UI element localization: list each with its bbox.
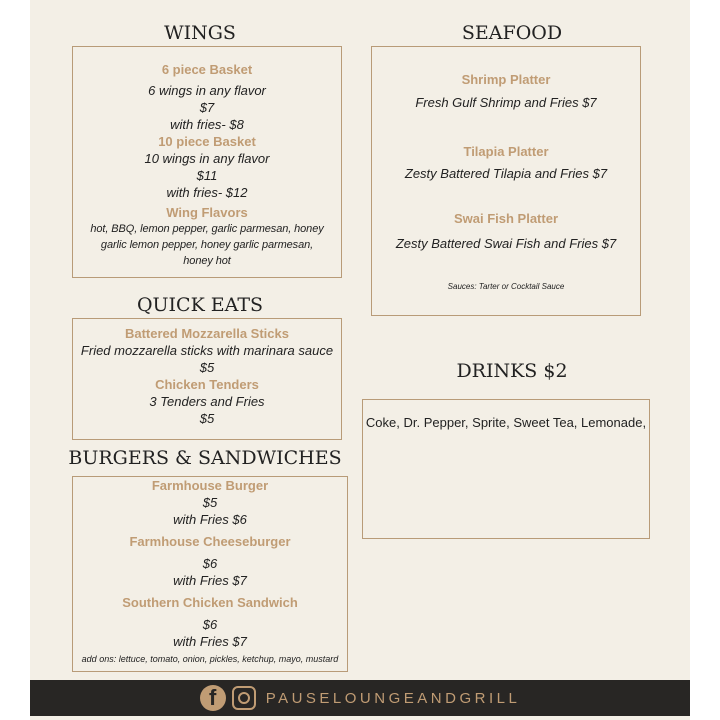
item-line: $11 — [196, 168, 218, 183]
add-ons-note: add ons: lettuce, tomato, onion, pickles, ketchup, mayo, mustard — [81, 654, 339, 664]
item-line: Fried mozzarella sticks with marinara sauce — [80, 343, 334, 358]
item-line: with fries- $8 — [170, 117, 244, 132]
seafood-box — [371, 46, 641, 316]
footer-bar — [30, 680, 690, 716]
item-line: Fresh Gulf Shrimp and Fries $7 — [415, 95, 597, 110]
item-line: honey hot — [183, 255, 231, 267]
wings-heading: WINGS — [164, 22, 236, 44]
item-name: Southern Chicken Sandwich — [122, 595, 298, 610]
item-name: Chicken Tenders — [155, 377, 259, 392]
item-line: 10 wings in any flavor — [144, 151, 270, 166]
item-line: hot, BBQ, lemon pepper, garlic parmesan, honey — [90, 223, 324, 235]
burgers-box — [72, 476, 348, 672]
facebook-icon[interactable]: f — [200, 685, 226, 711]
item-line: $6 — [202, 617, 218, 632]
item-name: Tilapia Platter — [463, 144, 549, 159]
item-line: $6 — [202, 556, 218, 571]
item-name: Wing Flavors — [166, 205, 248, 220]
drinks-list: Coke, Dr. Pepper, Sprite, Sweet Tea, Lemonade, — [365, 415, 647, 430]
quick-eats-box — [72, 318, 342, 440]
drinks-heading: DRINKS $2 — [456, 360, 568, 382]
item-line: Zesty Battered Tilapia and Fries $7 — [404, 166, 608, 181]
instagram-icon[interactable] — [232, 686, 256, 710]
wings-box — [72, 46, 342, 278]
item-line: with Fries $6 — [173, 512, 247, 527]
item-line: $5 — [199, 360, 215, 375]
sauces-note: Sauces: Tarter or Cocktail Sauce — [447, 282, 565, 291]
seafood-heading: SEAFOOD — [461, 22, 563, 44]
item-name: Battered Mozzarella Sticks — [124, 326, 289, 341]
item-name: Farmhouse Cheeseburger — [129, 534, 291, 549]
item-line: Zesty Battered Swai Fish and Fries $7 — [395, 236, 617, 251]
item-line: $5 — [202, 495, 218, 510]
item-name: Farmhouse Burger — [151, 478, 269, 493]
item-name: Shrimp Platter — [461, 72, 551, 87]
social-handle: PAUSELOUNGEANDGRILL — [265, 689, 521, 707]
item-line: with Fries $7 — [173, 634, 247, 649]
item-line: $5 — [199, 411, 215, 426]
item-line: 6 wings in any flavor — [148, 83, 266, 98]
quick-eats-heading: QUICK EATS — [136, 294, 264, 316]
item-line: with fries- $12 — [166, 185, 248, 200]
item-name: 6 piece Basket — [161, 62, 253, 77]
item-name: Swai Fish Platter — [453, 211, 559, 226]
burgers-heading: BURGERS & SANDWICHES — [68, 447, 342, 469]
item-line: $7 — [199, 100, 215, 115]
drinks-box — [362, 399, 650, 539]
item-line: garlic lemon pepper, honey garlic parmesan, — [100, 239, 314, 251]
item-line: 3 Tenders and Fries — [149, 394, 265, 409]
item-name: 10 piece Basket — [158, 134, 256, 149]
item-line: with Fries $7 — [173, 573, 247, 588]
